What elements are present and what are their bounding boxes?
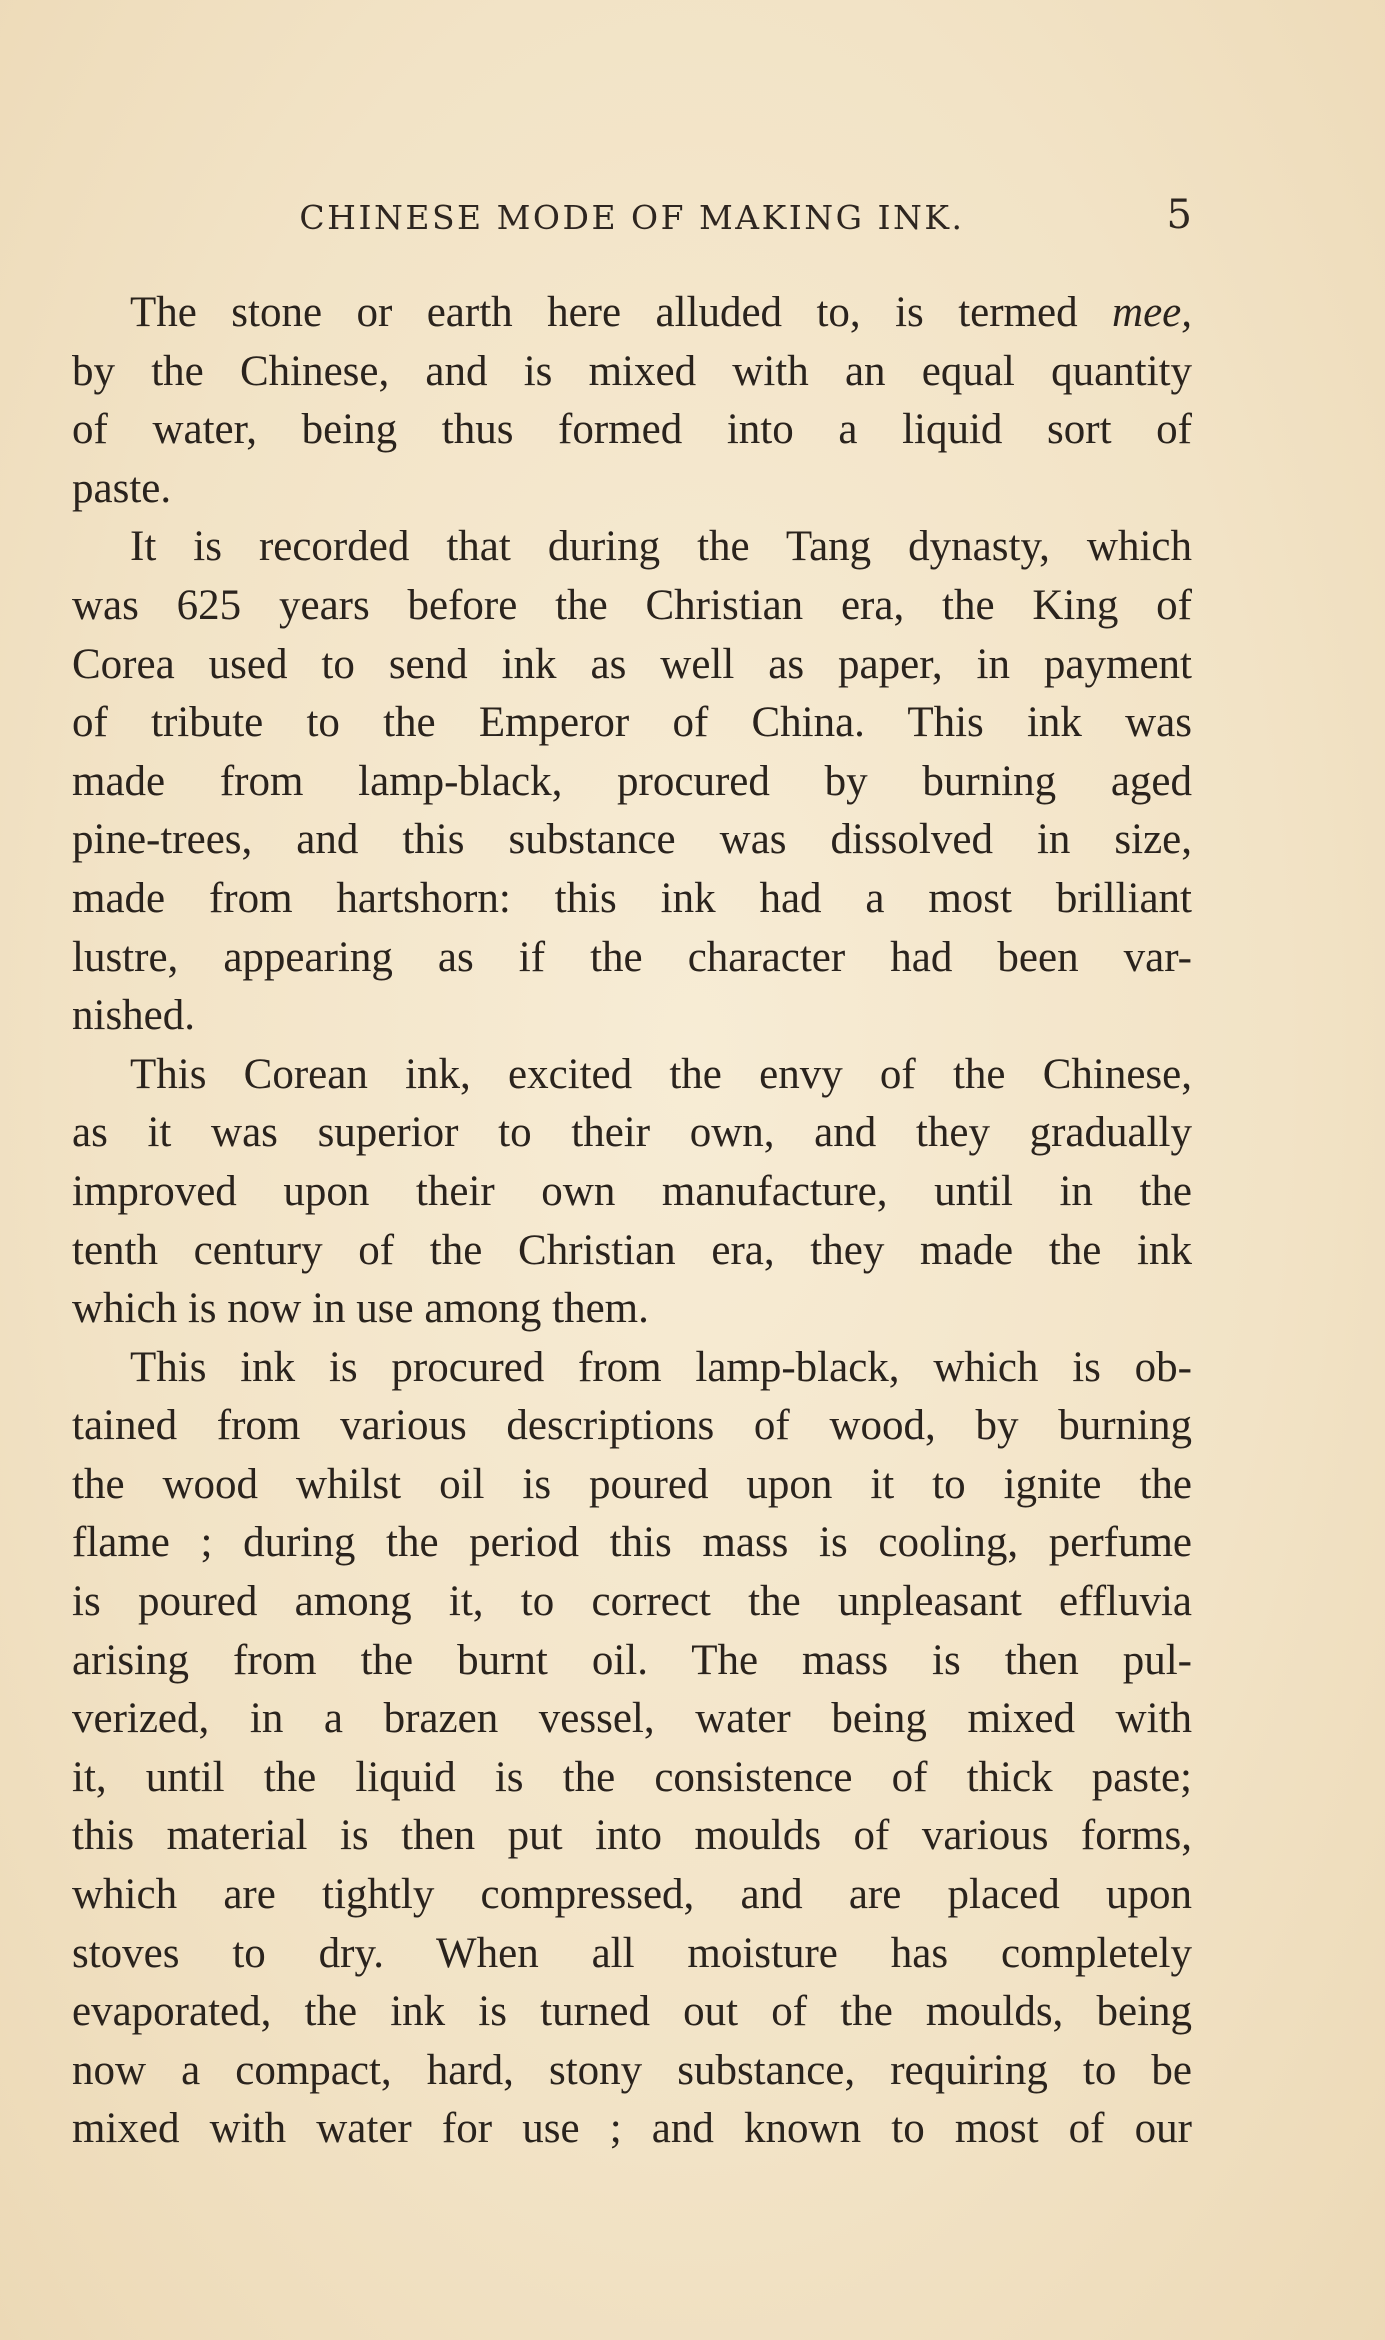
text-line: which is now in use among them. bbox=[72, 1285, 649, 1333]
text-line: this material is then put into moulds of various forms, bbox=[72, 1812, 1192, 1860]
text-line: Corea used to send ink as well as paper, in payment bbox=[72, 640, 1192, 688]
text-line: by the Chinese, and is mixed with an equal quantity bbox=[72, 347, 1192, 395]
text-line: The stone or earth here alluded to, is termed mee, bbox=[130, 289, 1192, 336]
text-line: verized, in a brazen vessel, water being mixed with bbox=[72, 1695, 1192, 1743]
text-line: mixed with water for use ; and known to most of our bbox=[72, 2105, 1192, 2153]
text-line: is poured among it, to correct the unpleasant effluvia bbox=[72, 1578, 1192, 1626]
text-line: improved upon their own manufacture, until in the bbox=[72, 1167, 1192, 1215]
text-line: tained from various descriptions of wood, by burning bbox=[72, 1402, 1192, 1450]
text-line: of tribute to the Emperor of China. This ink was bbox=[72, 699, 1192, 747]
text-line: arising from the burnt oil. The mass is then pul- bbox=[72, 1636, 1192, 1684]
text-line: pine-trees, and this substance was dissolved in size, bbox=[72, 816, 1192, 864]
text-line: as it was superior to their own, and they gradually bbox=[72, 1109, 1192, 1157]
text-line: of water, being thus formed into a liquid sort of bbox=[72, 406, 1192, 454]
text-line: the wood whilst oil is poured upon it to ignite the bbox=[72, 1460, 1192, 1508]
body-text bbox=[72, 284, 1192, 2159]
text-line: nished. bbox=[72, 992, 196, 1040]
text-line: flame ; during the period this mass is cooling, perfume bbox=[72, 1519, 1192, 1567]
text-line: stoves to dry. When all moisture has completely bbox=[72, 1929, 1192, 1977]
text-line: This ink is procured from lamp-black, which is ob- bbox=[130, 1343, 1192, 1391]
text-line: made from hartshorn: this ink had a most brilliant bbox=[72, 874, 1192, 922]
text-line: paste. bbox=[72, 464, 172, 512]
text-line: made from lamp-black, procured by burning aged bbox=[72, 757, 1192, 805]
text-line: was 625 years before the Christian era, the King of bbox=[72, 581, 1192, 629]
running-head bbox=[72, 192, 1192, 248]
text-line: evaporated, the ink is turned out of the moulds, being bbox=[72, 1988, 1192, 2036]
text-line: it, until the liquid is the consistence of thick paste; bbox=[72, 1753, 1192, 1801]
text-line: tenth century of the Christian era, they made the ink bbox=[72, 1226, 1192, 1274]
italic-word: mee, bbox=[1112, 289, 1192, 336]
text-line: This Corean ink, excited the envy of the Chinese, bbox=[130, 1050, 1192, 1098]
running-head-title: CHINESE MODE OF MAKING INK. bbox=[299, 198, 965, 237]
text-line: lustre, appearing as if the character had been var- bbox=[72, 933, 1192, 981]
text-line: now a compact, hard, stony substance, requiring to be bbox=[72, 2046, 1192, 2094]
text-line: It is recorded that during the Tang dynasty, which bbox=[130, 523, 1192, 571]
page-number: 5 bbox=[1166, 192, 1192, 238]
text-line: which are tightly compressed, and are placed upon bbox=[72, 1871, 1192, 1919]
